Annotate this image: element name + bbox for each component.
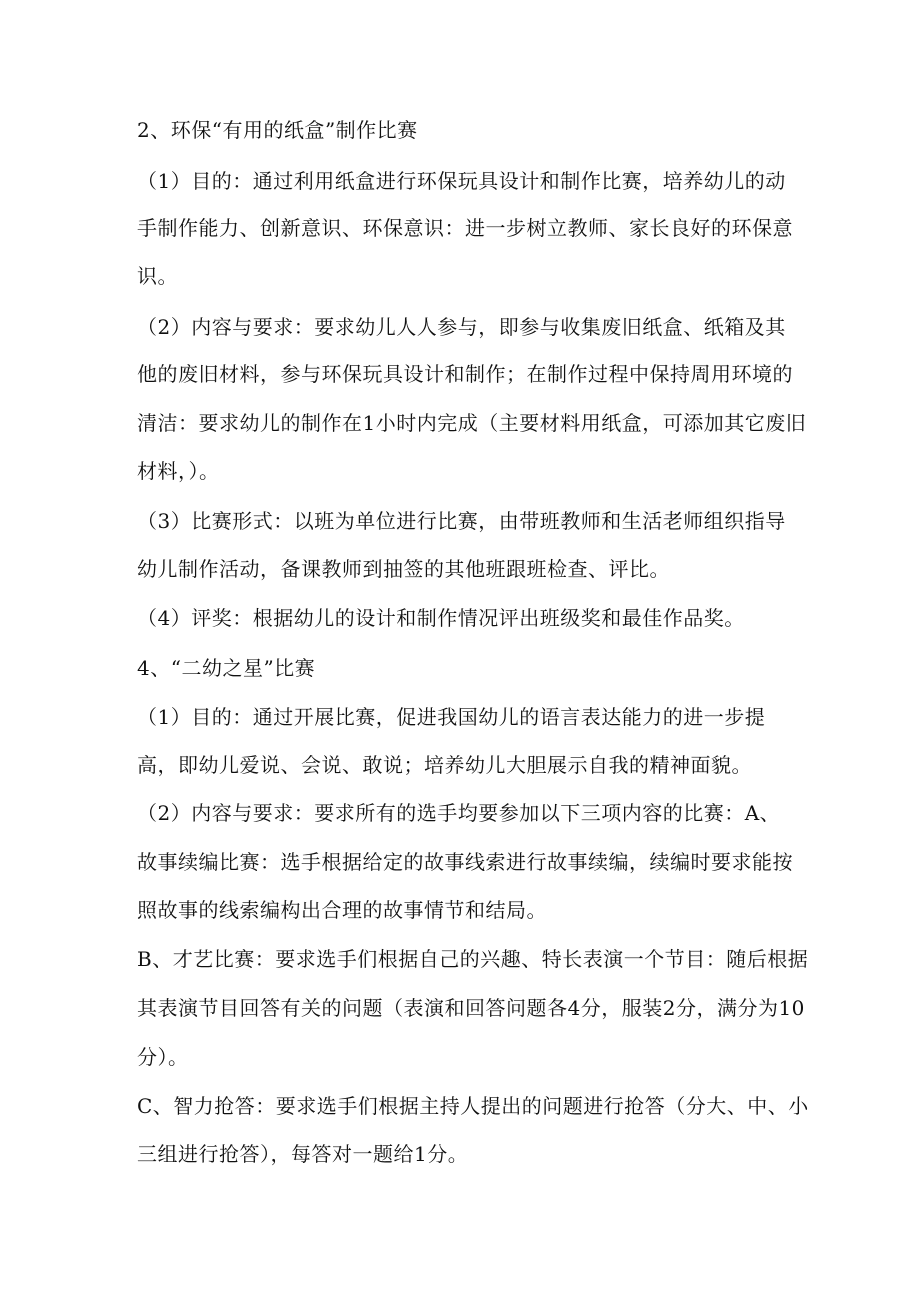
paragraph-line: （4）评奖：根据幼儿的设计和制作情况评出班级奖和最佳作品奖。 <box>137 606 745 630</box>
paragraph-line: 三组进行抢答），每答对一题给1分。 <box>137 1142 469 1166</box>
paragraph-line: 他的废旧材料，参与环保玩具设计和制作；在制作过程中保持周用环境的 <box>137 362 793 386</box>
paragraph-line: （1）目的：通过利用纸盒进行环保玩具设计和制作比赛，培养幼儿的动 <box>137 169 786 193</box>
paragraph-line: 清洁：要求幼儿的制作在1小时内完成（主要材料用纸盒，可添加其它废旧 <box>137 411 807 435</box>
heading-section-2: 2、环保“有用的纸盒”制作比赛 <box>137 118 418 142</box>
paragraph-line: 幼儿制作活动，备课教师到抽签的其他班跟班检查、评比。 <box>137 557 670 581</box>
paragraph-line: B、才艺比赛：要求选手们根据自己的兴趣、特长表演一个节目：随后根据 <box>137 947 809 971</box>
paragraph-line: 手制作能力、创新意识、环保意识：进一步树立教师、家长良好的环保意 <box>137 216 793 240</box>
paragraph-line: （2）内容与要求：要求所有的选手均要参加以下三项内容的比赛：A、 <box>137 801 781 825</box>
paragraph-line: （2）内容与要求：要求幼儿人人参与，即参与收集废旧纸盒、纸箱及其 <box>137 315 786 339</box>
paragraph-line: 识。 <box>137 264 178 288</box>
paragraph-line: 分）。 <box>137 1045 189 1069</box>
paragraph-line: （1）目的：通过开展比赛，促进我国幼儿的语言表达能力的进一步提 <box>137 705 766 729</box>
paragraph-line: 故事续编比赛：选手根据给定的故事线索进行故事续编，续编时要求能按 <box>137 850 793 874</box>
paragraph-line: 照故事的线索编构出合理的故事情节和结局。 <box>137 898 547 922</box>
paragraph-line: （3）比赛形式：以班为单位进行比赛，由带班教师和生活老师组织指导 <box>137 509 786 533</box>
paragraph-line: C、智力抢答：要求选手们根据主持人提出的问题进行抢答（分大、中、小 <box>137 1094 809 1118</box>
paragraph-line: 高，即幼儿爱说、会说、敢说；培养幼儿大胆展示自我的精神面貌。 <box>137 753 752 777</box>
paragraph-line: 其表演节目回答有关的问题（表演和回答问题各4分，服装2分，满分为10 <box>137 996 805 1020</box>
paragraph-line: 材料，）。 <box>137 459 220 483</box>
heading-section-4: 4、“二幼之星”比赛 <box>137 656 316 680</box>
